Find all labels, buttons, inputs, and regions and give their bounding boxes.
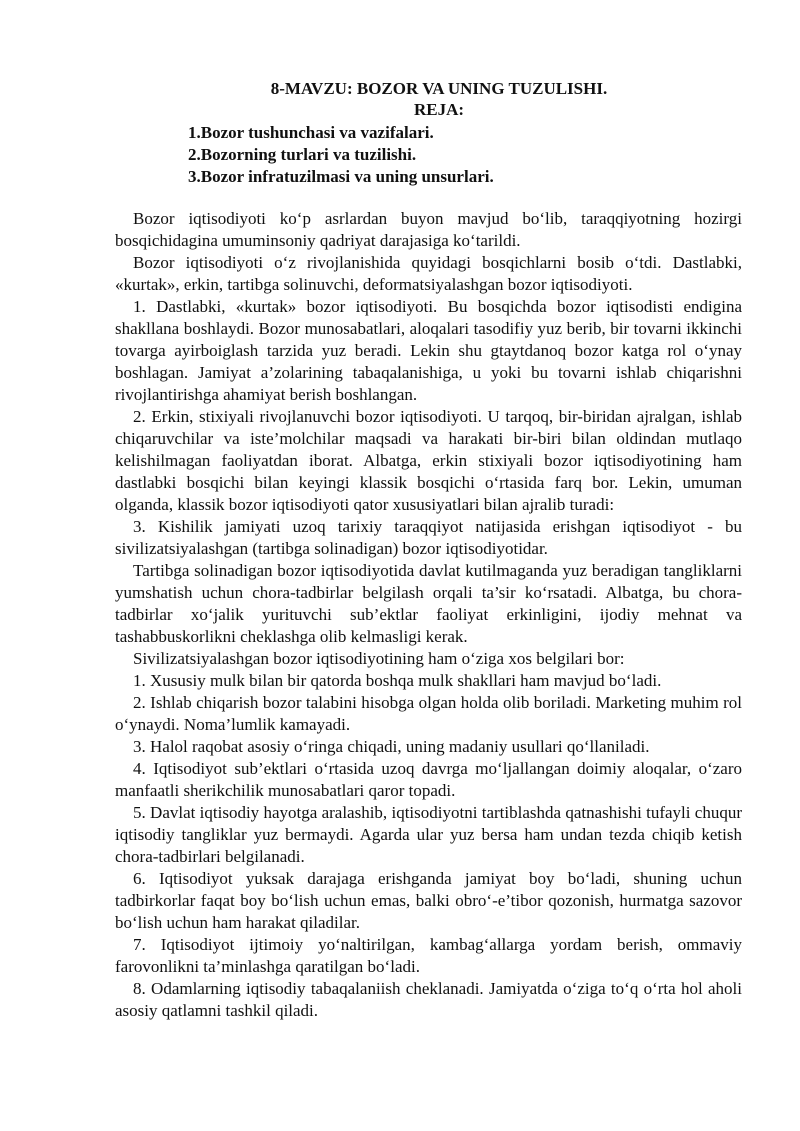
paragraph: 3. Halol raqobat asosiy o‘ringa chiqadi, uning madaniy usullari qo‘llaniladi. <box>133 737 650 756</box>
paragraph: 5. Davlat iqtisodiy hayotga aralashib, iqtisodiyotni tartiblashda qatnashishi tufayli chuqur iqtisodiy tangliklar yuz bermaydi. Agarda ular yuz bersa ham undan tezda chiqib ketish chora-tadbirlari belgilanadi. <box>115 803 742 866</box>
paragraph: 1. Dastlabki, «kurtak» bozor iqtisodiyoti. Bu bosqichda bozor iqtisodisti endigina shakllana boshlaydi. Bozor munosabatlari, aloqalari tasodifiy yuz berib, bir tovarni ikkinchi tovarga ayirboiglash tarzida yuz beradi. Lekin shu gtaytdanoq bozor katga rol o‘ynay boshlagan. Jamiyat a’zolarining tabaqalanishiga, u yoki bu tovarni ishlab chiqarishni rivojlantirishga ahamiyat berish boshlangan. <box>115 297 742 404</box>
paragraph: 2. Ishlab chiqarish bozor talabini hisobga olgan holda olib boriladi. Marketing muhim rol o‘ynaydi. Noma’lumlik kamayadi. <box>115 693 742 734</box>
paragraph: Sivilizatsiyalashgan bozor iqtisodiyotining ham o‘ziga xos belgilari bor: <box>133 649 625 668</box>
document-title: 8-MAVZU: BOZOR VA UNING TUZULISHI. <box>270 79 608 98</box>
plan-heading: REJA: <box>413 100 465 119</box>
paragraph: 2. Erkin, stixiyali rivojlanuvchi bozor iqtisodiyoti. U tarqoq, bir-biridan ajralgan, ishlab chiqaruvchilar va iste’molchilar maqsadi va harakati bir-biri bilan oldindan mutlaqo kelishilmagan faoliyatdan iborat. Albatga, erkin stixiyali bozor iqtisodiyotining ham dastlabki bosqichi bilan keyingi klassik bosqichi o‘rtasida farq bor. Lekin, umuman olganda, klassik bozor iqtisodiyoti qator xususiyatlari bilan ajralib turadi: <box>115 407 742 514</box>
body-text <box>115 208 742 1022</box>
paragraph: Bozor iqtisodiyoti o‘z rivojlanishida quyidagi bosqichlarni bosib o‘tdi. Dastlabki, «kurtak», erkin, tartibga solinuvchi, deformatsiyalashgan bozor iqtisodiyoti. <box>115 253 742 294</box>
paragraph: 8. Odamlarning iqtisodiy tabaqalaniish cheklanadi. Jamiyatda o‘ziga to‘q o‘rta hol aholi asosiy qatlamni tashkil qiladi. <box>115 979 742 1020</box>
paragraph: Tartibga solinadigan bozor iqtisodiyotida davlat kutilmaganda yuz beradigan tangliklarni yumshatish uchun chora-tadbirlar belgilash orqali ta’sir ko‘rsatadi. Albatga, bu chora-tadbirlar xo‘jalik yurituvchi sub’ektlar faoliyat erkinligini, ijodiy mehnat va tashabbuskorlikni cheklashga olib kelmasligi kerak. <box>115 561 742 646</box>
paragraph: Bozor iqtisodiyoti ko‘p asrlardan buyon mavjud bo‘lib, taraqqiyotning hozirgi bosqichidagina umuminsoniy qadriyat darajasiga ko‘tarildi. <box>115 209 742 250</box>
plan-item: 1.Bozor tushunchasi va vazifalari. <box>188 123 434 142</box>
plan-item: 3.Bozor infratuzilmasi va uning unsurlari. <box>188 167 494 186</box>
paragraph: 6. Iqtisodiyot yuksak darajaga erishganda jamiyat boy bo‘ladi, shuning uchun tadbirkorlar faqat boy bo‘lish uchun emas, balki obro‘-e’tibor qozonish, hurmatga sazovor bo‘lish uchun ham harakat qiladilar. <box>115 869 742 932</box>
paragraph: 3. Kishilik jamiyati uzoq tarixiy taraqqiyot natijasida erishgan iqtisodiyot - bu sivilizatsiyalashgan (tartibga solinadigan) bozor iqtisodiyotidar. <box>115 517 742 558</box>
plan-item: 2.Bozorning turlari va tuzilishi. <box>188 145 417 164</box>
plan-list <box>188 122 494 188</box>
paragraph: 7. Iqtisodiyot ijtimoiy yo‘naltirilgan, kambag‘allarga yordam berish, ommaviy farovonlikni ta’minlashga qaratilgan bo‘ladi. <box>115 935 742 976</box>
paragraph: 1. Xususiy mulk bilan bir qatorda boshqa mulk shakllari ham mavjud bo‘ladi. <box>133 671 662 690</box>
paragraph: 4. Iqtisodiyot sub’ektlari o‘rtasida uzoq davrga mo‘ljallangan doimiy aloqalar, o‘zaro manfaatli sherikchilik munosabatlari qaror topadi. <box>115 759 742 800</box>
